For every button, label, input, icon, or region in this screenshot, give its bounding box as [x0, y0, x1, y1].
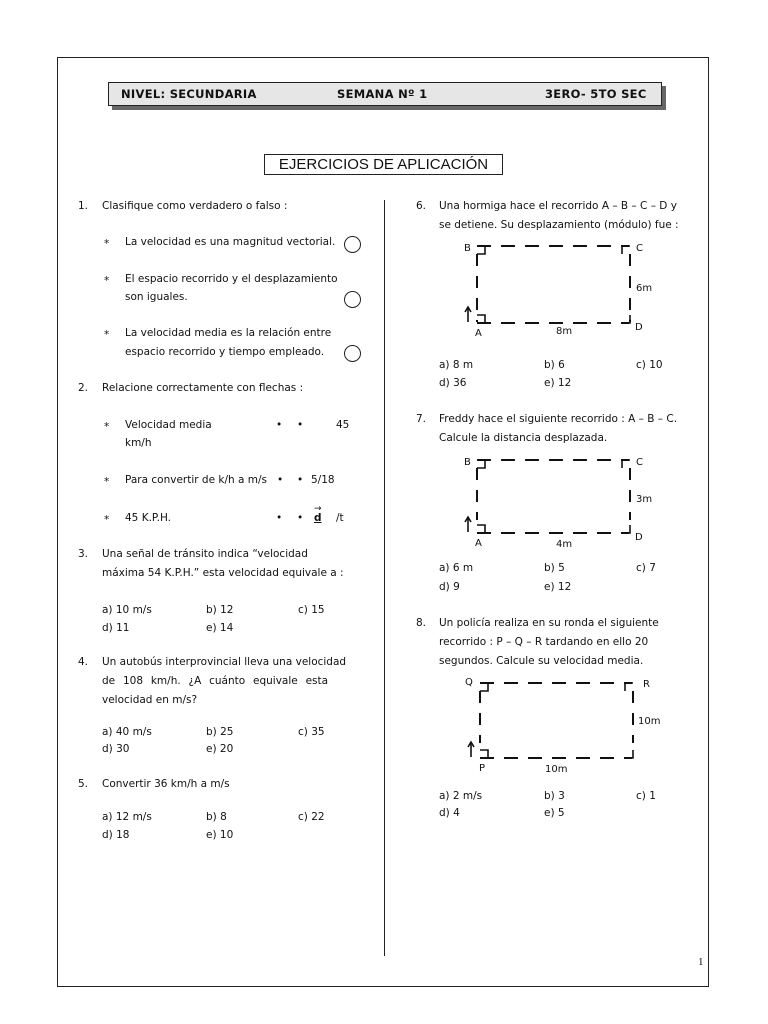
header-week: SEMANA Nº 1	[337, 87, 428, 101]
match-dot[interactable]: •	[276, 512, 283, 524]
q1-number: 1.	[78, 200, 89, 212]
match-dot[interactable]: •	[297, 419, 304, 431]
q4-option-a: a) 40 m/s	[102, 726, 152, 738]
q4-line1: Un autobús interprovincial lleva una velocidad	[102, 656, 347, 668]
q7-option-d: d) 9	[439, 581, 460, 593]
q5-option-c: c) 22	[298, 811, 325, 823]
page-title: EJERCICIOS DE APLICACIÓN	[264, 154, 503, 175]
q2-bullet: *	[104, 514, 110, 526]
header-banner	[108, 82, 662, 106]
q7-option-b: b) 5	[544, 562, 565, 574]
answer-circle[interactable]	[344, 236, 361, 253]
q5-option-a: a) 12 m/s	[102, 811, 152, 823]
q4-number: 4.	[78, 656, 89, 668]
q6-label-a: A	[475, 328, 482, 339]
q6-option-b: b) 6	[544, 359, 565, 371]
q2-row-1-cont: km/h	[125, 437, 152, 449]
q7-line2: Calcule la distancia desplazada.	[439, 432, 608, 444]
q6-side-length: 6m	[636, 283, 653, 294]
q8-option-d: d) 4	[439, 807, 460, 819]
q4-option-c: c) 35	[298, 726, 325, 738]
header-grade: 3ERO- 5TO SEC	[545, 87, 647, 101]
q6-option-a: a) 8 m	[439, 359, 474, 371]
q6-line2: se detiene. Su desplazamiento (módulo) fue :	[439, 219, 679, 231]
match-dot[interactable]: •	[277, 474, 284, 486]
q6-option-d: d) 36	[439, 377, 467, 389]
q7-label-a: A	[475, 538, 482, 549]
q3-option-e: e) 14	[206, 622, 234, 634]
q4-line3: velocidad en m/s?	[102, 694, 198, 706]
q7-option-e: e) 12	[544, 581, 572, 593]
q8-number: 8.	[416, 617, 427, 629]
q2-bullet: *	[104, 476, 110, 488]
q8-option-a: a) 2 m/s	[439, 790, 483, 802]
q7-line1: Freddy hace el siguiente recorrido : A – B – C.	[439, 413, 678, 425]
q6-bottom-length: 8m	[556, 326, 573, 337]
q3-option-a: a) 10 m/s	[102, 604, 152, 616]
q1-item-1: La velocidad es una magnitud vectorial.	[125, 236, 336, 248]
answer-circle[interactable]	[344, 345, 361, 362]
vector-d: d	[314, 512, 322, 524]
q8-path-diagram	[462, 673, 662, 777]
vector-arrow-icon: →	[314, 504, 322, 514]
q6-number: 6.	[416, 200, 427, 212]
q2-row-1-right: 45	[336, 419, 350, 431]
q7-side-length: 3m	[636, 494, 653, 505]
q8-bottom-length: 10m	[545, 764, 568, 775]
q6-option-e: e) 12	[544, 377, 572, 389]
q2-bullet: *	[104, 421, 110, 433]
q2-row-2-left: Para convertir de k/h a m/s	[125, 474, 267, 486]
answer-circle[interactable]	[344, 291, 361, 308]
q8-label-p: P	[479, 763, 486, 774]
q2-number: 2.	[78, 382, 89, 394]
q1-item-2-line2: son iguales.	[125, 291, 188, 303]
q2-row-3-right: /t	[336, 512, 344, 524]
q8-label-q: Q	[465, 677, 473, 688]
q5-number: 5.	[78, 778, 89, 790]
q2-row-1-left: Velocidad media	[125, 419, 212, 431]
q7-bottom-length: 4m	[556, 539, 573, 550]
q4-option-b: b) 25	[206, 726, 234, 738]
q1-bullet: *	[104, 238, 110, 250]
q4-line2: de 108 km/h. ¿A cuánto equivale esta	[102, 675, 329, 687]
q3-line2: máxima 54 K.P.H.” esta velocidad equivale a :	[102, 567, 344, 579]
q1-item-3-line1: La velocidad media es la relación entre	[125, 327, 332, 339]
q7-option-c: c) 7	[636, 562, 656, 574]
q8-option-e: e) 5	[544, 807, 565, 819]
q6-label-b: B	[464, 243, 471, 254]
q8-line3: segundos. Calcule su velocidad media.	[439, 655, 644, 667]
q1-bullet: *	[104, 329, 110, 341]
q8-line1: Un policía realiza en su ronda el siguiente	[439, 617, 659, 629]
q6-path-diagram	[455, 236, 655, 340]
q6-label-d: D	[635, 322, 643, 333]
q8-option-c: c) 1	[636, 790, 656, 802]
q1-item-2-line1: El espacio recorrido y el desplazamiento	[125, 273, 338, 285]
q7-path-diagram	[455, 450, 655, 554]
q7-label-c: C	[636, 457, 643, 468]
match-dot[interactable]: •	[297, 474, 304, 486]
q5-option-b: b) 8	[206, 811, 227, 823]
column-divider	[384, 200, 385, 956]
q6-option-c: c) 10	[636, 359, 663, 371]
header-level: NIVEL: SECUNDARIA	[121, 87, 257, 101]
q3-line1: Una señal de tránsito indica “velocidad	[102, 548, 308, 560]
page-number: 1	[698, 956, 704, 968]
q1-item-3-line2: espacio recorrido y tiempo empleado.	[125, 346, 325, 358]
q3-option-d: d) 11	[102, 622, 130, 634]
q1-bullet: *	[104, 275, 110, 287]
q6-label-c: C	[636, 243, 643, 254]
q1-text: Clasifique como verdadero o falso :	[102, 200, 288, 212]
match-dot[interactable]: •	[297, 512, 304, 524]
q2-row-2-right: 5/18	[311, 474, 335, 486]
q3-option-b: b) 12	[206, 604, 234, 616]
q8-line2: recorrido : P – Q – R tardando en ello 20	[439, 636, 649, 648]
q7-number: 7.	[416, 413, 427, 425]
match-dot[interactable]: •	[276, 419, 283, 431]
q2-row-3-left: 45 K.P.H.	[125, 512, 172, 524]
q3-option-c: c) 15	[298, 604, 325, 616]
q7-label-b: B	[464, 457, 471, 468]
q4-option-d: d) 30	[102, 743, 130, 755]
q2-text: Relacione correctamente con flechas :	[102, 382, 304, 394]
q8-side-length: 10m	[638, 716, 661, 727]
q8-option-b: b) 3	[544, 790, 565, 802]
q5-option-d: d) 18	[102, 829, 130, 841]
q4-option-e: e) 20	[206, 743, 234, 755]
q7-label-d: D	[635, 532, 643, 543]
q7-option-a: a) 6 m	[439, 562, 474, 574]
q5-text: Convertir 36 km/h a m/s	[102, 778, 230, 790]
q6-line1: Una hormiga hace el recorrido A – B – C – D y	[439, 200, 677, 212]
q5-option-e: e) 10	[206, 829, 234, 841]
q8-label-r: R	[643, 679, 650, 690]
q3-number: 3.	[78, 548, 89, 560]
